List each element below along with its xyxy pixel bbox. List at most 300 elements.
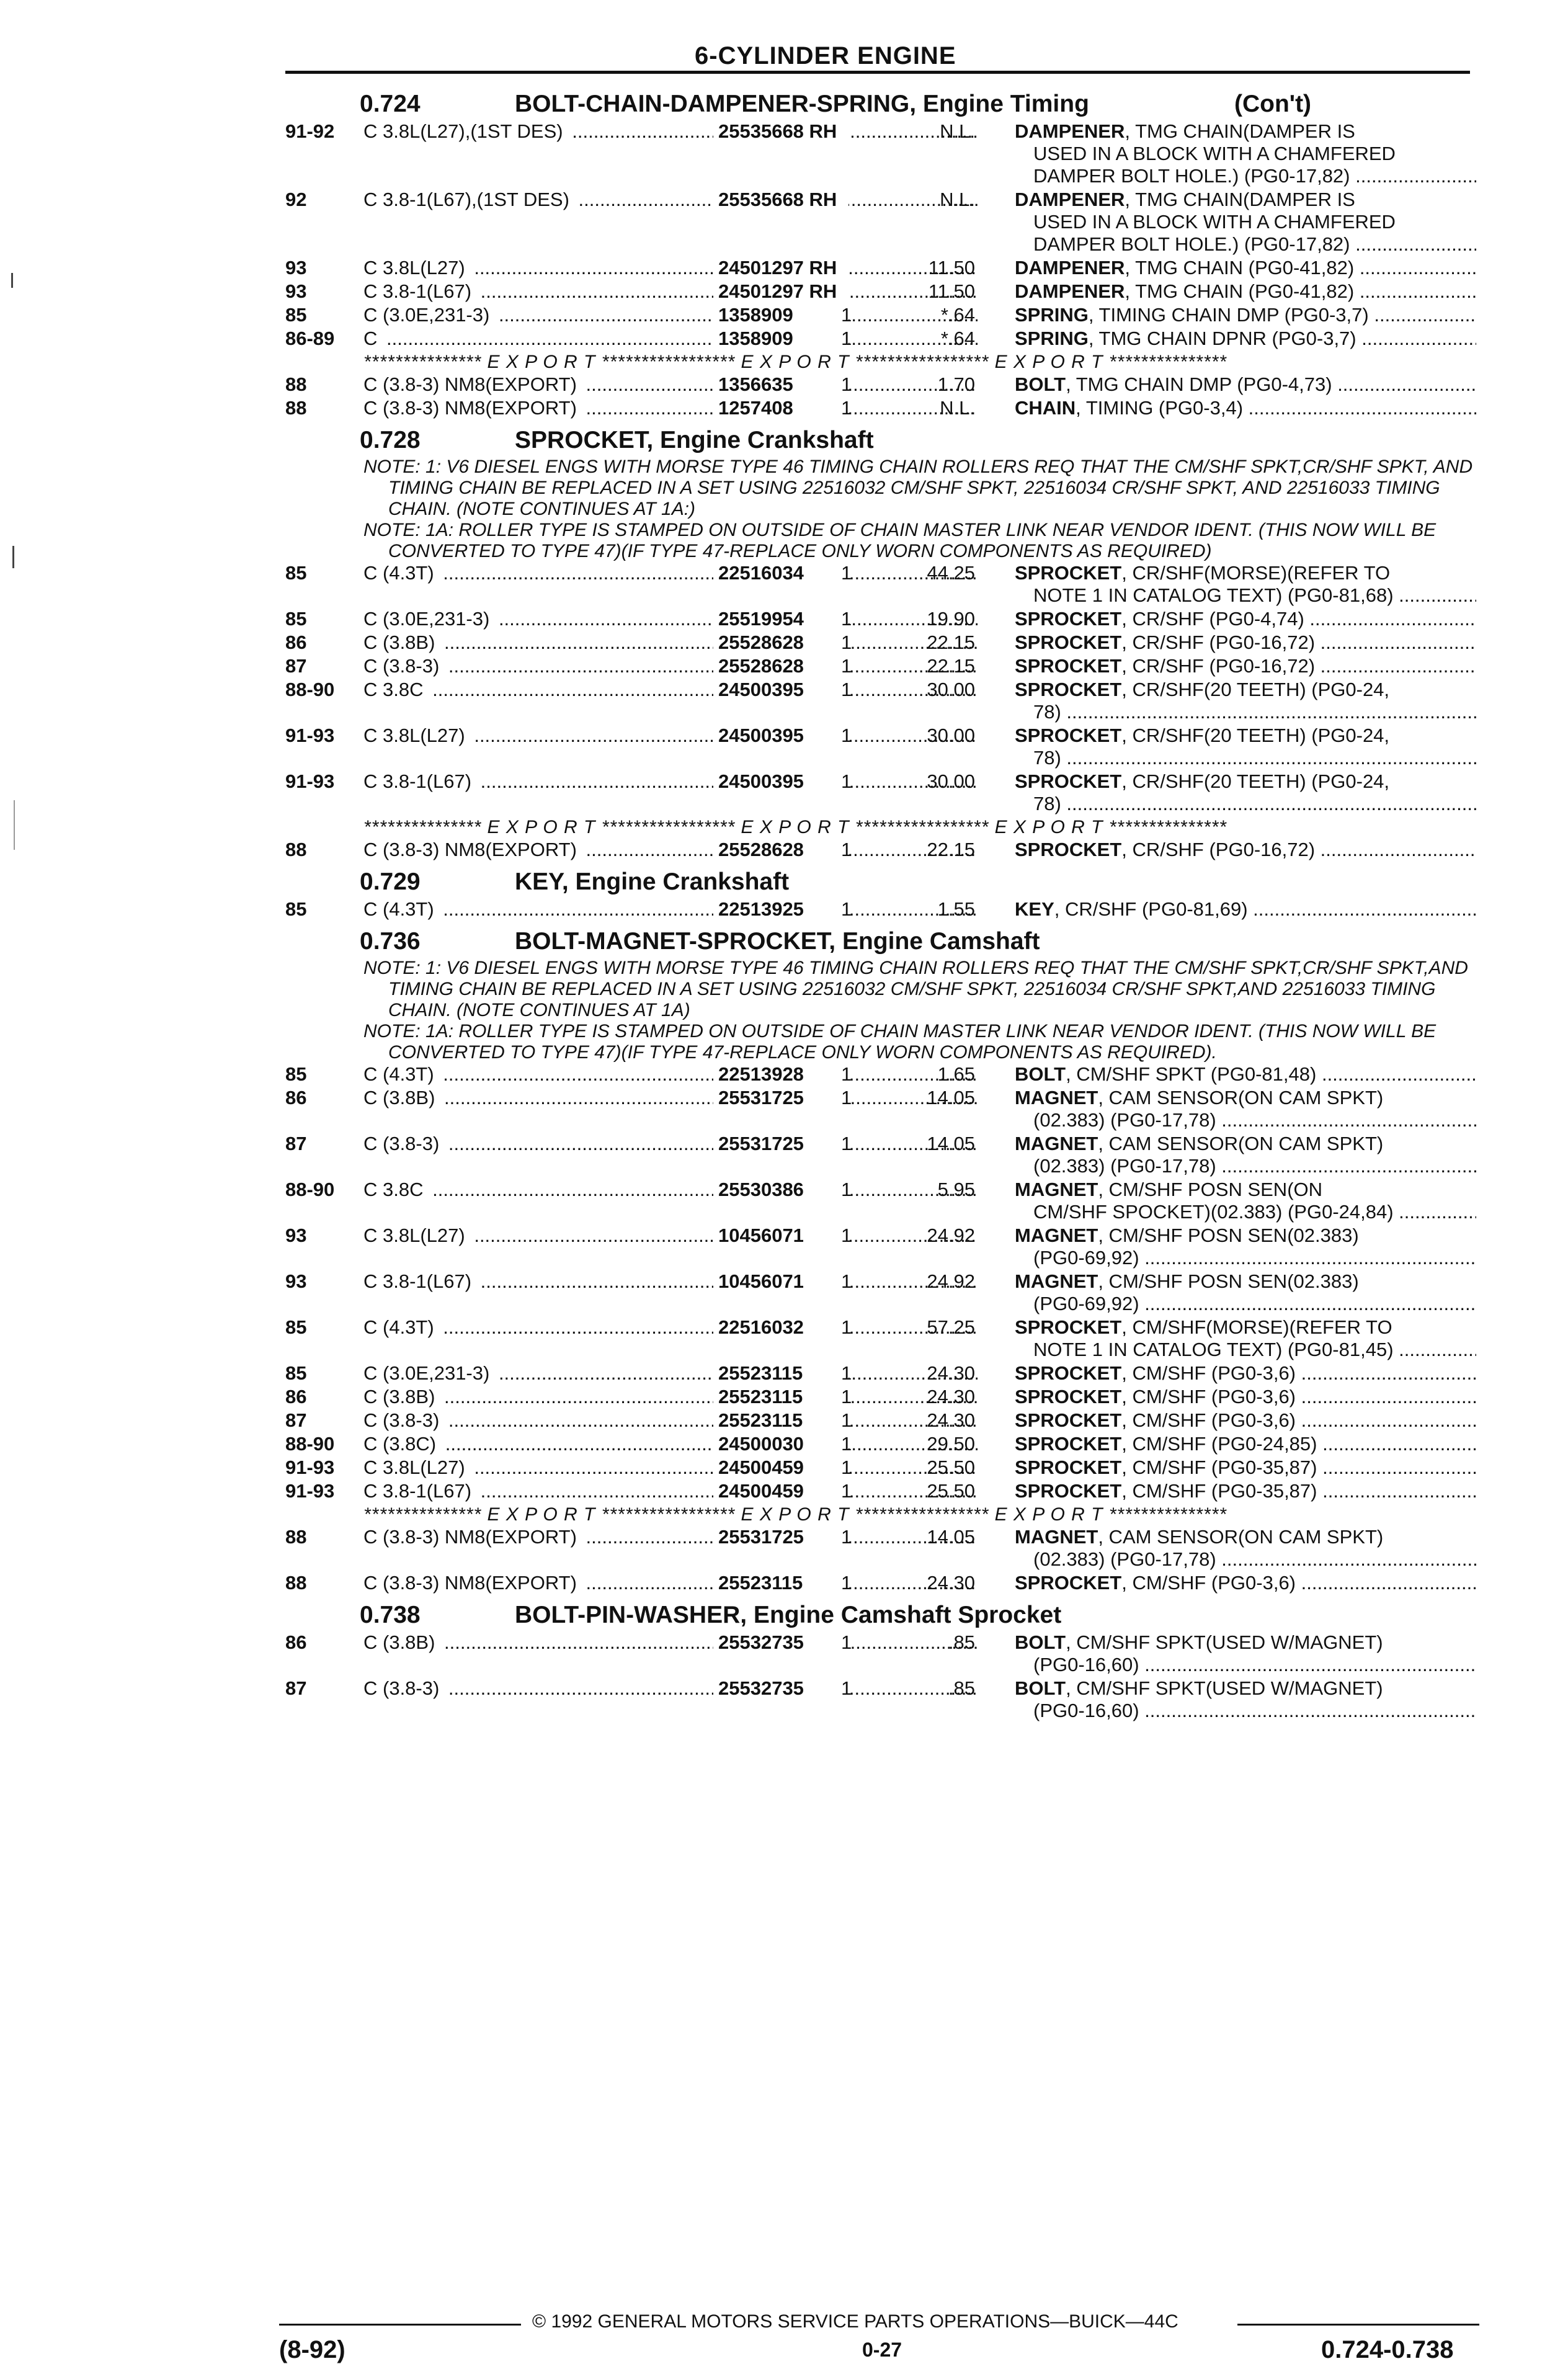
part-detail: , CM/SHF SPKT(USED W/MAGNET) <box>1066 1677 1383 1699</box>
description <box>1015 1456 1476 1479</box>
description-line: (PG0-16,60) ..... <box>1015 1654 1476 1676</box>
application-text: C 3.8L(L27) <box>363 1224 469 1246</box>
application <box>363 1362 978 1385</box>
part-detail: , CR/SHF(20 TEETH) (PG0-24, <box>1121 770 1390 792</box>
part-name: SPROCKET <box>1015 1362 1122 1384</box>
description <box>1015 1316 1476 1361</box>
description-line: CM/SHF SPOCKET)(02.383) (PG0-24,84) ..... <box>1015 1201 1476 1223</box>
part-detail: , CM/SHF (PG0-24,85) <box>1121 1433 1317 1455</box>
scan-mark <box>12 546 14 568</box>
description-line: NOTE 1 IN CATALOG TEXT) (PG0-81,45) ..... <box>1015 1339 1476 1361</box>
part-detail: , CM/SHF (PG0-3,6) <box>1121 1386 1296 1407</box>
price: 22.15 <box>927 839 975 860</box>
application-text: C (3.8B) <box>363 1087 439 1108</box>
model-years: 88-90 <box>285 679 335 700</box>
price: 24.92 <box>927 1224 975 1246</box>
description-line <box>1015 839 1476 861</box>
price: .85 <box>948 1677 975 1699</box>
quantity: 1 <box>841 1456 852 1478</box>
description-line: (PG0-69,92) ..... <box>1015 1247 1476 1269</box>
part-row <box>285 1386 1476 1409</box>
part-row <box>285 1087 1476 1133</box>
part-name: BOLT <box>1015 373 1066 395</box>
application <box>363 1480 978 1502</box>
description <box>1015 898 1476 921</box>
application <box>363 1456 978 1479</box>
quantity: 1 <box>841 1063 852 1085</box>
description-line: 78) ..... <box>1015 747 1476 769</box>
section-number: 0.724 <box>360 91 421 117</box>
part-name: SPROCKET <box>1015 1480 1122 1502</box>
price: 22.15 <box>927 631 975 653</box>
part-number: 24500395 <box>713 679 849 701</box>
application-text: C 3.8C <box>363 679 427 700</box>
description-line <box>1015 655 1476 677</box>
description-line <box>1015 608 1476 630</box>
part-number: 25531725 <box>713 1087 849 1109</box>
application-text: C (3.8-3) <box>363 1677 443 1699</box>
application <box>363 304 978 326</box>
description-line <box>1015 120 1476 143</box>
quantity: 1 <box>841 1409 852 1431</box>
part-number: 25523115 <box>713 1572 849 1594</box>
part-number: 24500030 <box>713 1433 849 1455</box>
price: 14.05 <box>927 1133 975 1154</box>
part-row <box>285 1224 1476 1270</box>
price: 24.92 <box>927 1270 975 1292</box>
part-number: 25535668 RH <box>713 120 849 143</box>
part-row <box>285 189 1476 257</box>
application <box>363 608 978 630</box>
application <box>363 1133 978 1155</box>
model-years: 87 <box>285 1133 307 1154</box>
model-years: 86 <box>285 1631 307 1653</box>
price: 29.50 <box>927 1433 975 1455</box>
part-detail: , CM/SHF SPKT (PG0-81,48) <box>1066 1063 1317 1085</box>
part-detail: , CR/SHF (PG0-16,72) <box>1121 631 1316 653</box>
part-detail: , CM/SHF (PG0-3,6) <box>1121 1362 1296 1384</box>
part-detail: , CM/SHF (PG0-35,87) <box>1121 1456 1317 1478</box>
part-number: 25532735 <box>713 1631 849 1654</box>
application <box>363 655 978 677</box>
part-row <box>285 608 1476 631</box>
part-number: 25530386 <box>713 1179 849 1201</box>
note-paragraph: NOTE: 1A: ROLLER TYPE IS STAMPED ON OUTSIDE OF CHAIN MASTER LINK NEAR VENDOR IDENT. (THIS NOW WILL BE CONVERTED TO TYPE 47)(IF TYPE 47-REPLACE ONLY WORN COMPONENTS AS REQUIRED) <box>363 520 1437 561</box>
application <box>363 1631 978 1654</box>
quantity: 1 <box>841 562 852 584</box>
quantity: 1 <box>841 631 852 653</box>
description <box>1015 1631 1476 1676</box>
application-text: C (3.8B) <box>363 631 439 653</box>
model-years: 86 <box>285 1087 307 1108</box>
part-row <box>285 373 1476 397</box>
part-detail: , TMG CHAIN(DAMPER IS <box>1125 189 1355 210</box>
quantity: 1 <box>841 1526 852 1548</box>
description <box>1015 1572 1476 1594</box>
part-row <box>285 1316 1476 1362</box>
description-line: (PG0-69,92) ..... <box>1015 1293 1476 1315</box>
section-number: 0.738 <box>360 1602 421 1628</box>
part-row <box>285 725 1476 770</box>
part-name: BOLT <box>1015 1631 1066 1653</box>
description-line <box>1015 770 1476 793</box>
price: 57.25 <box>927 1316 975 1338</box>
part-name: DAMPENER <box>1015 280 1125 302</box>
description <box>1015 1677 1476 1722</box>
model-years: 85 <box>285 304 307 326</box>
part-row <box>285 1362 1476 1386</box>
model-years: 93 <box>285 280 307 302</box>
part-row <box>285 1480 1476 1504</box>
application <box>363 1087 978 1109</box>
price: 30.00 <box>927 679 975 700</box>
application-text: C (3.8-3) NM8(EXPORT) <box>363 1572 581 1594</box>
part-number: 25528628 <box>713 839 849 861</box>
description-line <box>1015 1631 1476 1654</box>
description-line <box>1015 1456 1476 1479</box>
price: 14.05 <box>927 1526 975 1548</box>
description <box>1015 770 1476 815</box>
export-divider: *************** E X P O R T ***************** E X P O R T ***************** E X P O R T *************** <box>363 817 1227 837</box>
part-number: 22516034 <box>713 562 849 584</box>
description-line <box>1015 1087 1476 1109</box>
model-years: 93 <box>285 1270 307 1292</box>
application-text: C (3.8B) <box>363 1386 439 1407</box>
application-text: C (4.3T) <box>363 562 438 584</box>
part-number: 24500395 <box>713 770 849 793</box>
price: 1.55 <box>937 898 975 920</box>
part-detail: , TMG CHAIN DPNR (PG0-3,7) <box>1088 328 1356 349</box>
part-detail: , CM/SHF SPKT(USED W/MAGNET) <box>1066 1631 1383 1653</box>
price: 19.90 <box>927 608 975 630</box>
description-line: (02.383) (PG0-17,78) ..... <box>1015 1109 1476 1131</box>
application-text: C (3.0E,231-3) <box>363 304 493 326</box>
model-years: 91-93 <box>285 1456 335 1478</box>
description <box>1015 1133 1476 1177</box>
section-number: 0.736 <box>360 928 421 955</box>
part-name: BOLT <box>1015 1063 1066 1085</box>
application-text: C (3.8-3) <box>363 1409 443 1431</box>
catalog-content <box>285 84 1476 1723</box>
application-text: C (4.3T) <box>363 1063 438 1085</box>
section-title: BOLT-CHAIN-DAMPENER-SPRING, Engine Timing <box>515 91 1089 117</box>
application-text: C 3.8L(L27) <box>363 1456 469 1478</box>
part-row <box>285 839 1476 862</box>
application-text: C (3.8-3) NM8(EXPORT) <box>363 397 581 419</box>
part-number: 1358909 <box>713 328 849 350</box>
part-row <box>285 1631 1476 1677</box>
quantity: 1 <box>841 839 852 860</box>
application <box>363 562 978 584</box>
part-row <box>285 770 1476 816</box>
part-name: CHAIN <box>1015 397 1076 419</box>
application <box>363 280 978 303</box>
application <box>363 120 978 143</box>
part-row <box>285 1270 1476 1316</box>
part-number: 25531725 <box>713 1133 849 1155</box>
section-heading <box>285 922 1476 958</box>
quantity: 1 <box>841 898 852 920</box>
part-detail: , CR/SHF(20 TEETH) (PG0-24, <box>1121 679 1390 700</box>
part-number: 22513928 <box>713 1063 849 1086</box>
description-line <box>1015 898 1476 921</box>
price: 24.30 <box>927 1386 975 1407</box>
part-detail: , TMG CHAIN (PG0-41,82) <box>1125 280 1355 302</box>
application <box>363 1433 978 1455</box>
part-row <box>285 304 1476 328</box>
application <box>363 1224 978 1247</box>
model-years: 88-90 <box>285 1179 335 1200</box>
description-line <box>1015 1133 1476 1155</box>
part-detail: , CM/SHF (PG0-3,6) <box>1121 1572 1296 1594</box>
description <box>1015 1224 1476 1269</box>
export-divider: *************** E X P O R T ***************** E X P O R T ***************** E X P O R T *************** <box>363 352 1227 372</box>
application <box>363 373 978 396</box>
description <box>1015 679 1476 723</box>
description <box>1015 1087 1476 1131</box>
application-text: C (3.8-3) NM8(EXPORT) <box>363 839 581 860</box>
part-detail: , CM/SHF (PG0-3,6) <box>1121 1409 1296 1431</box>
part-name: SPROCKET <box>1015 770 1122 792</box>
application-text: C 3.8-1(L67) <box>363 280 475 302</box>
model-years: 93 <box>285 257 307 279</box>
model-years: 92 <box>285 189 307 210</box>
price: 44.25 <box>927 562 975 584</box>
description <box>1015 304 1476 326</box>
part-name: SPROCKET <box>1015 1572 1122 1594</box>
part-row <box>285 631 1476 655</box>
quantity: 1 <box>841 1270 852 1292</box>
part-name: BOLT <box>1015 1677 1066 1699</box>
application <box>363 189 978 211</box>
application <box>363 1677 978 1700</box>
description-line: (02.383) (PG0-17,78) ..... <box>1015 1155 1476 1177</box>
application-text: C 3.8-1(L67),(1ST DES) <box>363 189 573 210</box>
description <box>1015 1526 1476 1571</box>
application-text: C 3.8-1(L67) <box>363 1270 475 1292</box>
part-detail: , TMG CHAIN(DAMPER IS <box>1125 120 1355 142</box>
application <box>363 898 978 921</box>
description-line: USED IN A BLOCK WITH A CHAMFERED <box>1033 143 1396 164</box>
application-text: C (3.8C) <box>363 1433 440 1455</box>
quantity: 1 <box>841 655 852 677</box>
description <box>1015 397 1476 419</box>
part-detail: , CAM SENSOR(ON CAM SPKT) <box>1098 1526 1384 1548</box>
quantity: 1 <box>841 770 852 792</box>
description <box>1015 608 1476 630</box>
part-row <box>285 1433 1476 1456</box>
part-name: SPROCKET <box>1015 562 1122 584</box>
quantity: 1 <box>841 1179 852 1200</box>
price: 14.05 <box>927 1087 975 1108</box>
price: .85 <box>948 1631 975 1653</box>
application <box>363 725 978 747</box>
section-title: KEY, Engine Crankshaft <box>515 868 790 895</box>
description-line <box>1015 189 1476 211</box>
quantity: 1 <box>841 1224 852 1246</box>
description-line <box>1015 1063 1476 1086</box>
section-title: BOLT-PIN-WASHER, Engine Camshaft Sprocket <box>515 1602 1062 1628</box>
description-line <box>1015 1409 1476 1432</box>
application-text: C (4.3T) <box>363 1316 438 1338</box>
price: *.64 <box>940 304 975 326</box>
part-name: SPROCKET <box>1015 655 1122 677</box>
quantity: 1 <box>841 725 852 746</box>
part-number: 25532735 <box>713 1677 849 1700</box>
description <box>1015 328 1476 350</box>
section-heading <box>285 862 1476 898</box>
description-line <box>1015 1270 1476 1293</box>
part-row <box>285 1526 1476 1572</box>
part-name: SPRING <box>1015 328 1089 349</box>
part-number: 10456071 <box>713 1270 849 1293</box>
model-years: 91-93 <box>285 770 335 792</box>
application-text: C (3.8B) <box>363 1631 439 1653</box>
description <box>1015 1480 1476 1502</box>
description-line <box>1015 1433 1476 1455</box>
part-row <box>285 1409 1476 1433</box>
price: 11.50 <box>928 257 975 279</box>
model-years: 85 <box>285 1063 307 1085</box>
application-text: C 3.8L(L27),(1ST DES) <box>363 120 567 142</box>
price: 25.50 <box>927 1480 975 1502</box>
description-line: (PG0-16,60) ..... <box>1015 1700 1476 1722</box>
part-row <box>285 1063 1476 1087</box>
description-line <box>1015 1224 1476 1247</box>
application <box>363 679 978 701</box>
part-name: SPROCKET <box>1015 1386 1122 1407</box>
description <box>1015 257 1476 279</box>
quantity: 1 <box>841 1677 852 1699</box>
part-name: MAGNET <box>1015 1179 1098 1200</box>
part-name: SPROCKET <box>1015 1316 1122 1338</box>
quantity: 1 <box>841 373 852 395</box>
model-years: 88 <box>285 1572 307 1594</box>
section-title: SPROCKET, Engine Crankshaft <box>515 427 874 453</box>
part-number: 25523115 <box>713 1409 849 1432</box>
description <box>1015 1409 1476 1432</box>
model-years: 88 <box>285 1526 307 1548</box>
description-line: (02.383) (PG0-17,78) ..... <box>1015 1548 1476 1571</box>
application <box>363 257 978 279</box>
description <box>1015 120 1476 187</box>
application-text: C (3.8-3) <box>363 655 443 677</box>
part-name: SPROCKET <box>1015 679 1122 700</box>
part-number: 25523115 <box>713 1386 849 1408</box>
part-row <box>285 898 1476 922</box>
description <box>1015 655 1476 677</box>
application <box>363 1526 978 1548</box>
application-text: C 3.8-1(L67) <box>363 1480 475 1502</box>
description-line <box>1015 397 1476 419</box>
footer-date-code: (8-92) <box>279 2336 345 2363</box>
description <box>1015 1362 1476 1385</box>
footer-range: 0.724-0.738 <box>1321 2336 1454 2363</box>
part-number: 25528628 <box>713 655 849 677</box>
part-number: 25531725 <box>713 1526 849 1548</box>
model-years: 85 <box>285 1362 307 1384</box>
description-line <box>1015 1526 1476 1548</box>
page-header-title: 6-CYLINDER ENGINE <box>695 42 956 69</box>
description <box>1015 1433 1476 1455</box>
application <box>363 397 978 419</box>
scan-mark <box>14 800 15 850</box>
price: 30.00 <box>927 770 975 792</box>
section-heading <box>285 421 1476 457</box>
application-text: C (4.3T) <box>363 898 438 920</box>
part-row <box>285 1133 1476 1179</box>
quantity: 1 <box>841 1572 852 1594</box>
part-detail: , TIMING CHAIN DMP (PG0-3,7) <box>1088 304 1369 326</box>
model-years: 86 <box>285 1386 307 1407</box>
description <box>1015 1386 1476 1408</box>
footer-rule-left <box>279 2324 521 2326</box>
description <box>1015 631 1476 654</box>
description-line <box>1015 1362 1476 1385</box>
section-number: 0.729 <box>360 868 421 895</box>
quantity: 1 <box>841 608 852 630</box>
price: N.L. <box>940 189 975 210</box>
application <box>363 1386 978 1408</box>
part-detail: , TMG CHAIN (PG0-41,82) <box>1125 257 1355 279</box>
catalog-note <box>285 457 1476 562</box>
part-name: MAGNET <box>1015 1087 1098 1108</box>
part-detail: , CAM SENSOR(ON CAM SPKT) <box>1098 1133 1384 1154</box>
application-text: C (3.8-3) NM8(EXPORT) <box>363 373 581 395</box>
model-years: 87 <box>285 1409 307 1431</box>
price: 24.30 <box>927 1572 975 1594</box>
section-continued: (Con't) <box>1234 91 1312 117</box>
application-text: C 3.8L(L27) <box>363 725 469 746</box>
application-text: C 3.8C <box>363 1179 427 1200</box>
description-line <box>1015 1677 1476 1700</box>
description <box>1015 1270 1476 1315</box>
description-line <box>1015 304 1476 326</box>
part-detail: , TMG CHAIN DMP (PG0-4,73) <box>1066 373 1332 395</box>
catalog-note <box>285 958 1476 1063</box>
part-detail: , TIMING (PG0-3,4) <box>1076 397 1244 419</box>
part-row <box>285 1677 1476 1723</box>
part-name: DAMPENER <box>1015 257 1125 279</box>
part-name: SPROCKET <box>1015 608 1122 630</box>
description <box>1015 280 1476 303</box>
part-row <box>285 1179 1476 1224</box>
price: 25.50 <box>927 1456 975 1478</box>
model-years: 85 <box>285 562 307 584</box>
model-years: 88-90 <box>285 1433 335 1455</box>
part-number: 24500459 <box>713 1480 849 1502</box>
quantity: 1 <box>841 1133 852 1154</box>
part-row <box>285 679 1476 725</box>
quantity: 1 <box>841 1316 852 1338</box>
description-line: 78) ..... <box>1015 701 1476 723</box>
part-row <box>285 1572 1476 1595</box>
part-number: 25528628 <box>713 631 849 654</box>
description <box>1015 839 1476 861</box>
model-years: 85 <box>285 1316 307 1338</box>
part-number: 10456071 <box>713 1224 849 1247</box>
part-number: 25535668 RH <box>713 189 849 211</box>
footer-rule-right <box>1237 2324 1479 2326</box>
quantity: 1 <box>841 328 852 349</box>
quantity: 1 <box>841 1631 852 1653</box>
part-name: MAGNET <box>1015 1133 1098 1154</box>
part-name: MAGNET <box>1015 1224 1098 1246</box>
section-title: BOLT-MAGNET-SPROCKET, Engine Camshaft <box>515 928 1040 955</box>
part-number: 22513925 <box>713 898 849 921</box>
price: 30.00 <box>927 725 975 746</box>
model-years: 91-93 <box>285 1480 335 1502</box>
